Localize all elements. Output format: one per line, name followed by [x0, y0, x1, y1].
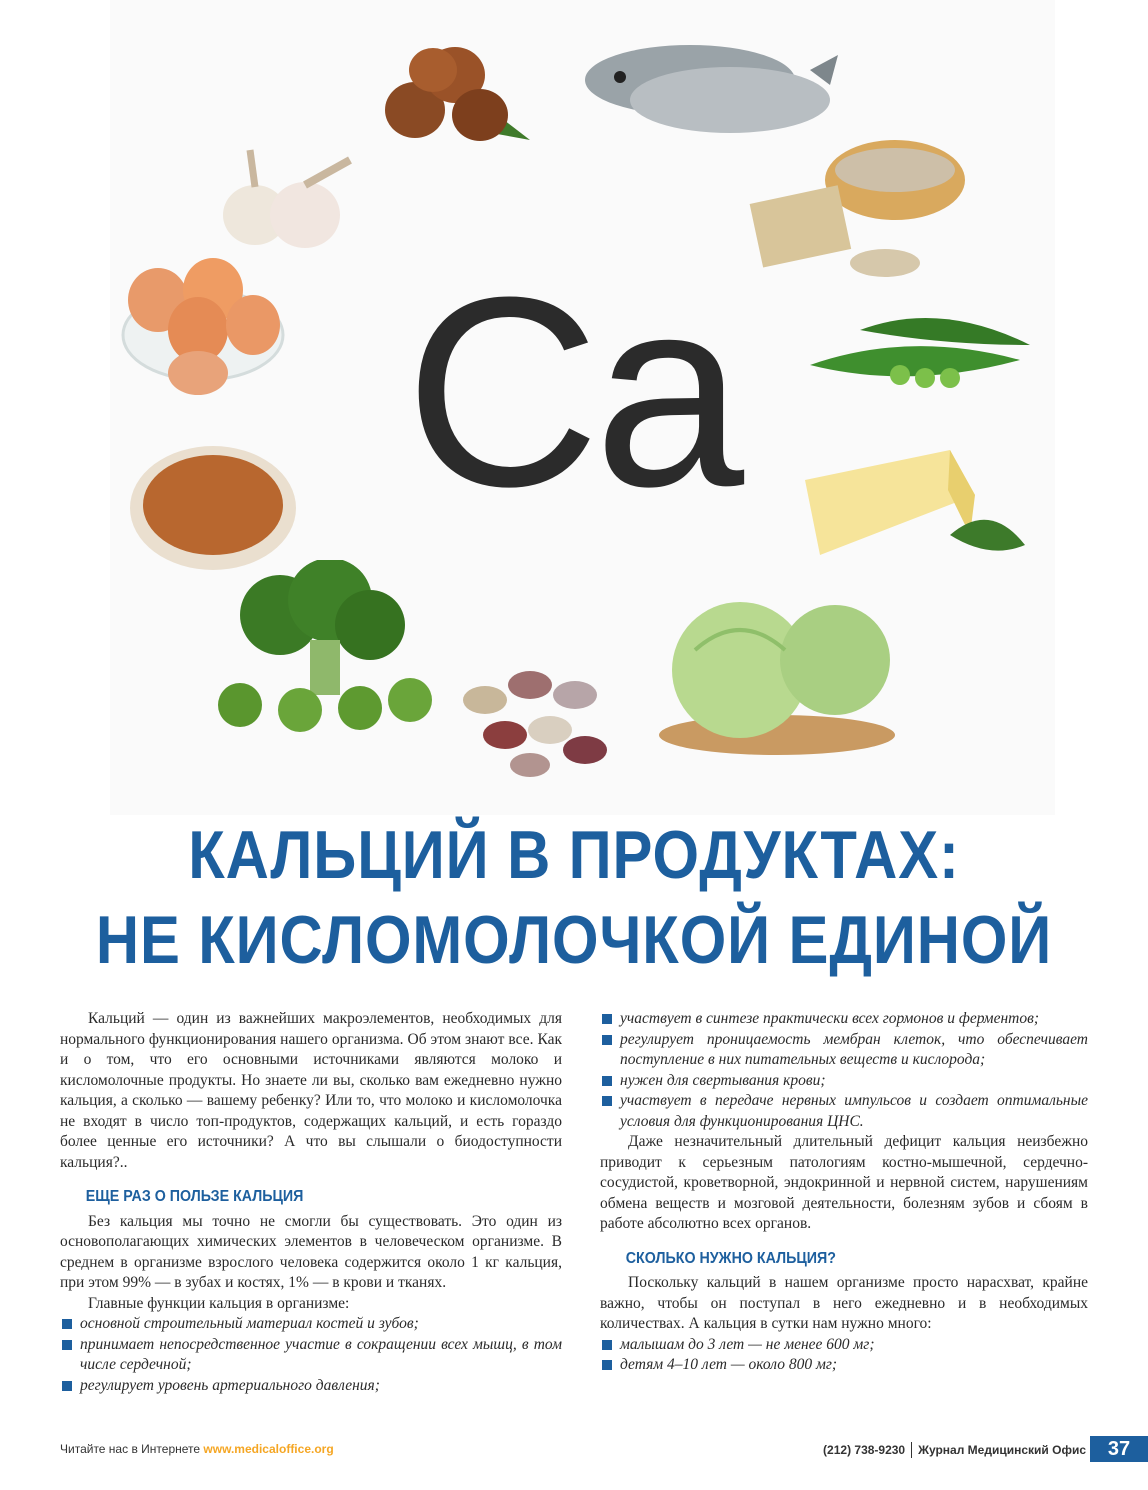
cabbage-image: [655, 590, 900, 760]
phone-number: (212) 738-9230: [823, 1443, 906, 1457]
deficit-paragraph: Даже незначительный длительный дефицит кальция неизбежно приводит к серьезным патологиям костно-мышечной, сердечно-сосудистой, кроветворной, эндокринной и нервной систем, нарушениям обмена веществ и мозговой деятельности, болезням зубов и сбоям в работе абсолютно всех органов.: [600, 1133, 1088, 1232]
list-item: малышам до 3 лет — не менее 600 мг;: [600, 1335, 1088, 1356]
right-column: [600, 1009, 1088, 1376]
bullet-icon: [602, 1096, 612, 1106]
bullet-icon: [62, 1381, 72, 1391]
intro-paragraph: Кальций — один из важнейших макроэлементов, необходимых для нормального функционирования нашего организма. Об этом знают все. Как и о том, что его основными источниками являются молоко и кисломолочные продукты. Но знаете ли вы, сколько вам ежедневно нужно кальция, а сколько — вашему ребенку? Или то, что молоко и кисломолочка не входят в число топ-продуктов, содержащих кальций, и есть гораздо более ценные его источники? А что вы слышали о биодоступности кальция?..: [60, 1010, 562, 1171]
footer-right: [823, 1442, 1086, 1458]
fish-image: [580, 25, 840, 140]
calcium-symbol: Ca: [405, 242, 739, 543]
bullet-icon: [602, 1035, 612, 1045]
list-item: участвует в передаче нервных импульсов и создает оптимальные условия для функционирования ЦНС.: [600, 1091, 1088, 1132]
grains-image: [735, 135, 985, 285]
title-line-2: НЕ КИСЛОМОЛОЧКОЙ ЕДИНОЙ: [95, 902, 1053, 978]
list-item: основной строительный материал костей и зубов;: [60, 1314, 562, 1335]
beans-image: [445, 650, 620, 780]
garlic-image: [210, 145, 360, 255]
list-item: нужен для свертывания крови;: [600, 1071, 1088, 1092]
page-footer: [0, 1436, 1148, 1460]
title-line-1: КАЛЬЦИЙ В ПРОДУКТАХ:: [188, 817, 960, 893]
bullet-icon: [602, 1360, 612, 1370]
bullet-icon: [602, 1340, 612, 1350]
cheese-image: [800, 440, 1030, 565]
broccoli-image: [210, 560, 440, 735]
list-item: регулирует проницаемость мембран клеток, что обеспечивает поступление в них питательных веществ и кислорода;: [600, 1030, 1088, 1071]
functions-list: [60, 1314, 562, 1396]
bullet-icon: [602, 1014, 612, 1024]
hazelnuts-image: [355, 30, 535, 150]
journal-name: Журнал Медицинский Офис: [918, 1443, 1086, 1457]
functions-list-continued: [600, 1009, 1088, 1132]
amount-paragraph: Поскольку кальций в нашем организме просто нарасхват, крайне важно, чтобы он поступал в него ежедневно и в необходимых количествах. А кальция в сутки нам нужно много:: [600, 1274, 1088, 1332]
eggs-image: [118, 255, 288, 405]
functions-intro: Главные функции кальция в организме:: [88, 1294, 350, 1312]
website-link[interactable]: www.medicaloffice.org: [203, 1442, 334, 1456]
hero-image: [110, 0, 1055, 815]
peas-image: [800, 290, 1035, 400]
bullet-icon: [62, 1340, 72, 1350]
divider: [911, 1442, 912, 1458]
left-column: [60, 1009, 562, 1396]
bullet-icon: [602, 1076, 612, 1086]
footer-left: [60, 1442, 334, 1456]
benefits-paragraph: Без кальция мы точно не смогли бы существовать. Это один из основополагающих химических элементов в человеческом организме. В среднем в организме взрослого человека содержится около 1 кг кальция, при этом 99% — в зубах и костях, 1% — в крови и тканях.: [60, 1212, 562, 1291]
list-item: принимает непосредственное участие в сокращении всех мышц, в том числе сердечной;: [60, 1335, 562, 1376]
section-heading-benefits: ЕЩЕ РАЗ О ПОЛЬЗЕ КАЛЬЦИЯ: [85, 1188, 304, 1205]
page-number: 37: [1090, 1436, 1148, 1462]
list-item: детям 4–10 лет — около 800 мг;: [600, 1355, 1088, 1376]
list-item: участвует в синтезе практически всех гормонов и ферментов;: [600, 1009, 1088, 1030]
section-heading-amount: СКОЛЬКО НУЖНО КАЛЬЦИЯ?: [625, 1249, 836, 1267]
bullet-icon: [62, 1319, 72, 1329]
dosage-list: [600, 1335, 1088, 1376]
read-online-text: Читайте нас в Интернете: [60, 1442, 201, 1456]
mustard-seeds-image: [125, 440, 300, 575]
list-item: регулирует уровень артериального давления;: [60, 1376, 562, 1397]
